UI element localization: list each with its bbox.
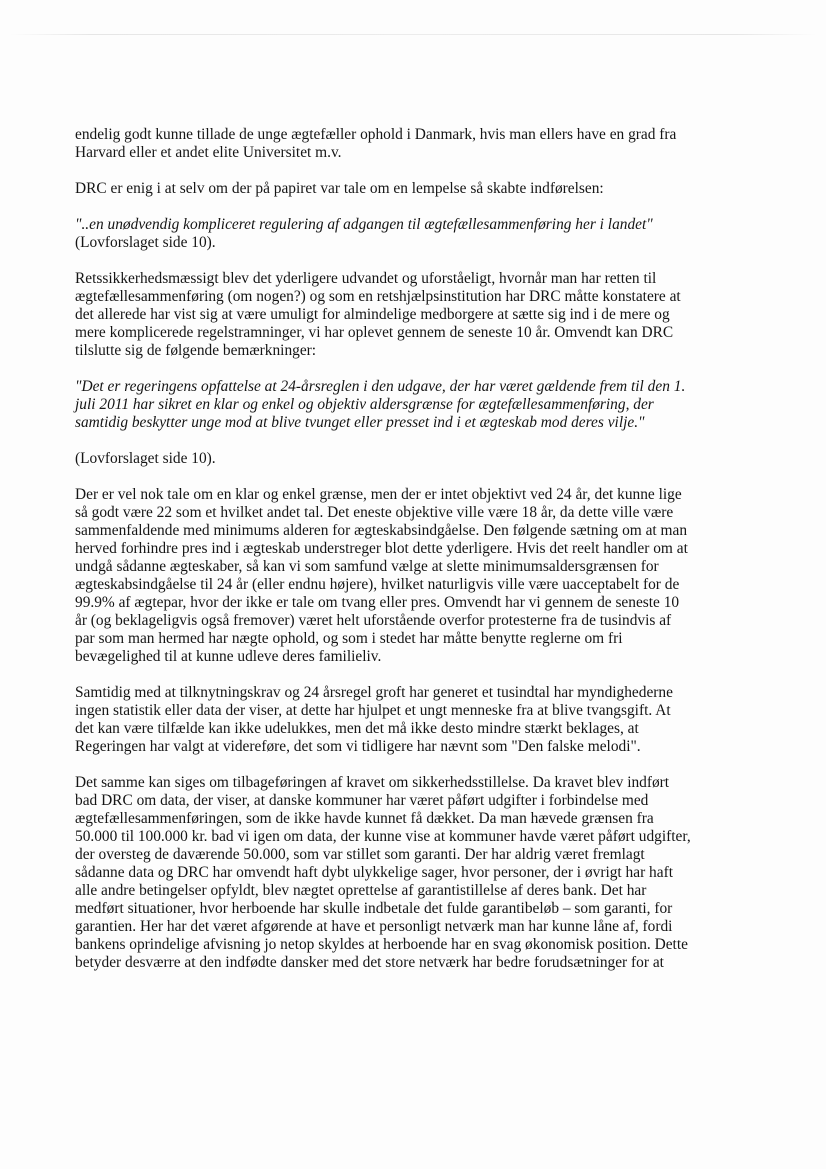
text-line: (Lovforslaget side 10). — [75, 450, 216, 467]
text-line: Det samme kan siges om tilbageføringen af kravet om sikkerhedsstillelse. Da kravet blev indført — [75, 774, 670, 791]
text-line: bad DRC om data, der viser, at danske kommuner har været påført udgifter i forbindelse med — [75, 792, 649, 809]
text-line: juli 2011 har sikret en klar og enkel og objektiv aldersgrænse for ægtefællesammenføring, der — [75, 396, 654, 413]
text-line: år (og beklageligvis også fremover) været helt uforstående overfor protesterne fra de tusindvis af — [75, 612, 672, 629]
text-line: ægteskabsindgåelse til 24 år (eller endnu højere), hvilket naturligvis ville være uacceptabelt for de — [75, 576, 680, 593]
text-line: tilslutte sig de følgende bemærkninger: — [75, 342, 317, 359]
text-line: undgå sådanne ægteskaber, så kan vi som samfund vælge at slette minimumsaldersgrænsen for — [75, 558, 659, 575]
text-line: Regeringen har valgt at videreføre, det som vi tidligere har nævnt som "Den falske melodi". — [75, 738, 641, 755]
paragraph-p5 — [75, 378, 743, 432]
paragraph-p8 — [75, 684, 743, 756]
text-line: samtidig beskytter unge mod at blive tvunget eller presset ind i et ægteskab mod deres vilje." — [75, 414, 645, 431]
paragraph-p9 — [75, 774, 743, 972]
text-line: der oversteg de daværende 50.000, som var stillet som garanti. Der har aldrig været fremlagt — [75, 846, 645, 863]
text-line: endelig godt kunne tillade de unge ægtefæller ophold i Danmark, hvis man ellers have en grad fra — [75, 126, 677, 143]
text-line: ingen statistik eller data der viser, at dette har hjulpet et ungt menneske fra at blive tvangsgift. At — [75, 702, 671, 719]
paragraph-p2 — [75, 180, 743, 198]
scan-edge-line — [10, 34, 816, 35]
paragraph-p4 — [75, 270, 743, 360]
text-line: så godt være 22 som et hvilket andet tal. Det eneste objektive ville være 18 år, da dette ville være — [75, 504, 674, 521]
text-line: par som man hermed har nægte ophold, og som i stedet har måtte benytte reglerne om fri — [75, 630, 623, 647]
text-line: Retssikkerhedsmæssigt blev det yderligere udvandet og uforståeligt, hvornår man har retten til — [75, 270, 657, 287]
text-line: garantien. Her har det været afgørende at have et personligt netværk man har kunne låne af, fordi — [75, 918, 673, 935]
text-line: alle andre betingelser opfyldt, blev nægtet oprettelse af garantistillelse af deres bank. Det har — [75, 882, 647, 899]
text-line: medført situationer, hvor herboende har skulle indbetale det fulde garantibeløb – som garanti, for — [75, 900, 673, 917]
text-line: (Lovforslaget side 10). — [75, 234, 216, 251]
paragraph-p1 — [75, 126, 743, 162]
paragraph-p3 — [75, 216, 743, 234]
text-line: sådanne data og DRC har omvendt haft dybt ulykkelige sager, hvor personer, der i øvrigt har haft — [75, 864, 673, 881]
text-line: ægtefællesammenføring (om nogen?) og som en retshjælpsinstitution har DRC måtte konstatere at — [75, 288, 681, 305]
paragraph-p3b — [75, 234, 743, 252]
text-line: Harvard eller et andet elite Universitet m.v. — [75, 144, 342, 161]
text-line: herved forhindre pres ind i ægteskab understreger blot dette yderligere. Hvis det reelt handler om at — [75, 540, 688, 557]
text-line: mere komplicerede regelstramninger, vi har oplevet gennem de seneste 10 år. Omvendt kan DRC — [75, 324, 674, 341]
document-body — [75, 126, 743, 990]
text-line: betyder desværre at den indfødte dansker med det store netværk har bedre forudsætninger for at — [75, 954, 664, 971]
paragraph-p6 — [75, 450, 743, 468]
text-line: 50.000 til 100.000 kr. bad vi igen om data, der kunne vise at kommuner havde været påført udgifter, — [75, 828, 691, 845]
text-line: "Det er regeringens opfattelse at 24-årsreglen i den udgave, der har været gældende frem til den 1. — [75, 378, 686, 395]
text-line: det allerede har vist sig at være umuligt for almindelige medborgere at sætte sig ind i de mere og — [75, 306, 670, 323]
text-line: bankens oprindelige afvisning jo netop skyldes at herboende har en svag økonomisk position. Dette — [75, 936, 688, 953]
text-line: bevægelighed til at kunne udleve deres familieliv. — [75, 648, 382, 665]
paragraph-p7 — [75, 486, 743, 666]
text-line: Samtidig med at tilknytningskrav og 24 årsregel groft har generet et tusindtal har myndighederne — [75, 684, 673, 701]
text-line: ægtefællesammenføringen, som de ikke havde kunnet få dækket. Da man hævede grænsen fra — [75, 810, 654, 827]
text-line: det kan være tilfælde kan ikke udelukkes, men det må ikke desto mindre stærkt beklages, at — [75, 720, 639, 737]
text-line: sammenfaldende med minimums alderen for ægteskabsindgåelse. Den følgende sætning om at man — [75, 522, 688, 539]
text-line: DRC er enig i at selv om der på papiret var tale om en lempelse så skabte indførelsen: — [75, 180, 604, 197]
text-line: 99.9% af ægtepar, hvor der ikke er tale om tvang eller pres. Omvendt har vi gennem de seneste 10 — [75, 594, 680, 611]
text-line: "..en unødvendig kompliceret regulering af adgangen til ægtefællesammenføring her i landet" — [75, 216, 653, 233]
text-line: Der er vel nok tale om en klar og enkel grænse, men der er intet objektivt ved 24 år, det kunne lige — [75, 486, 682, 503]
